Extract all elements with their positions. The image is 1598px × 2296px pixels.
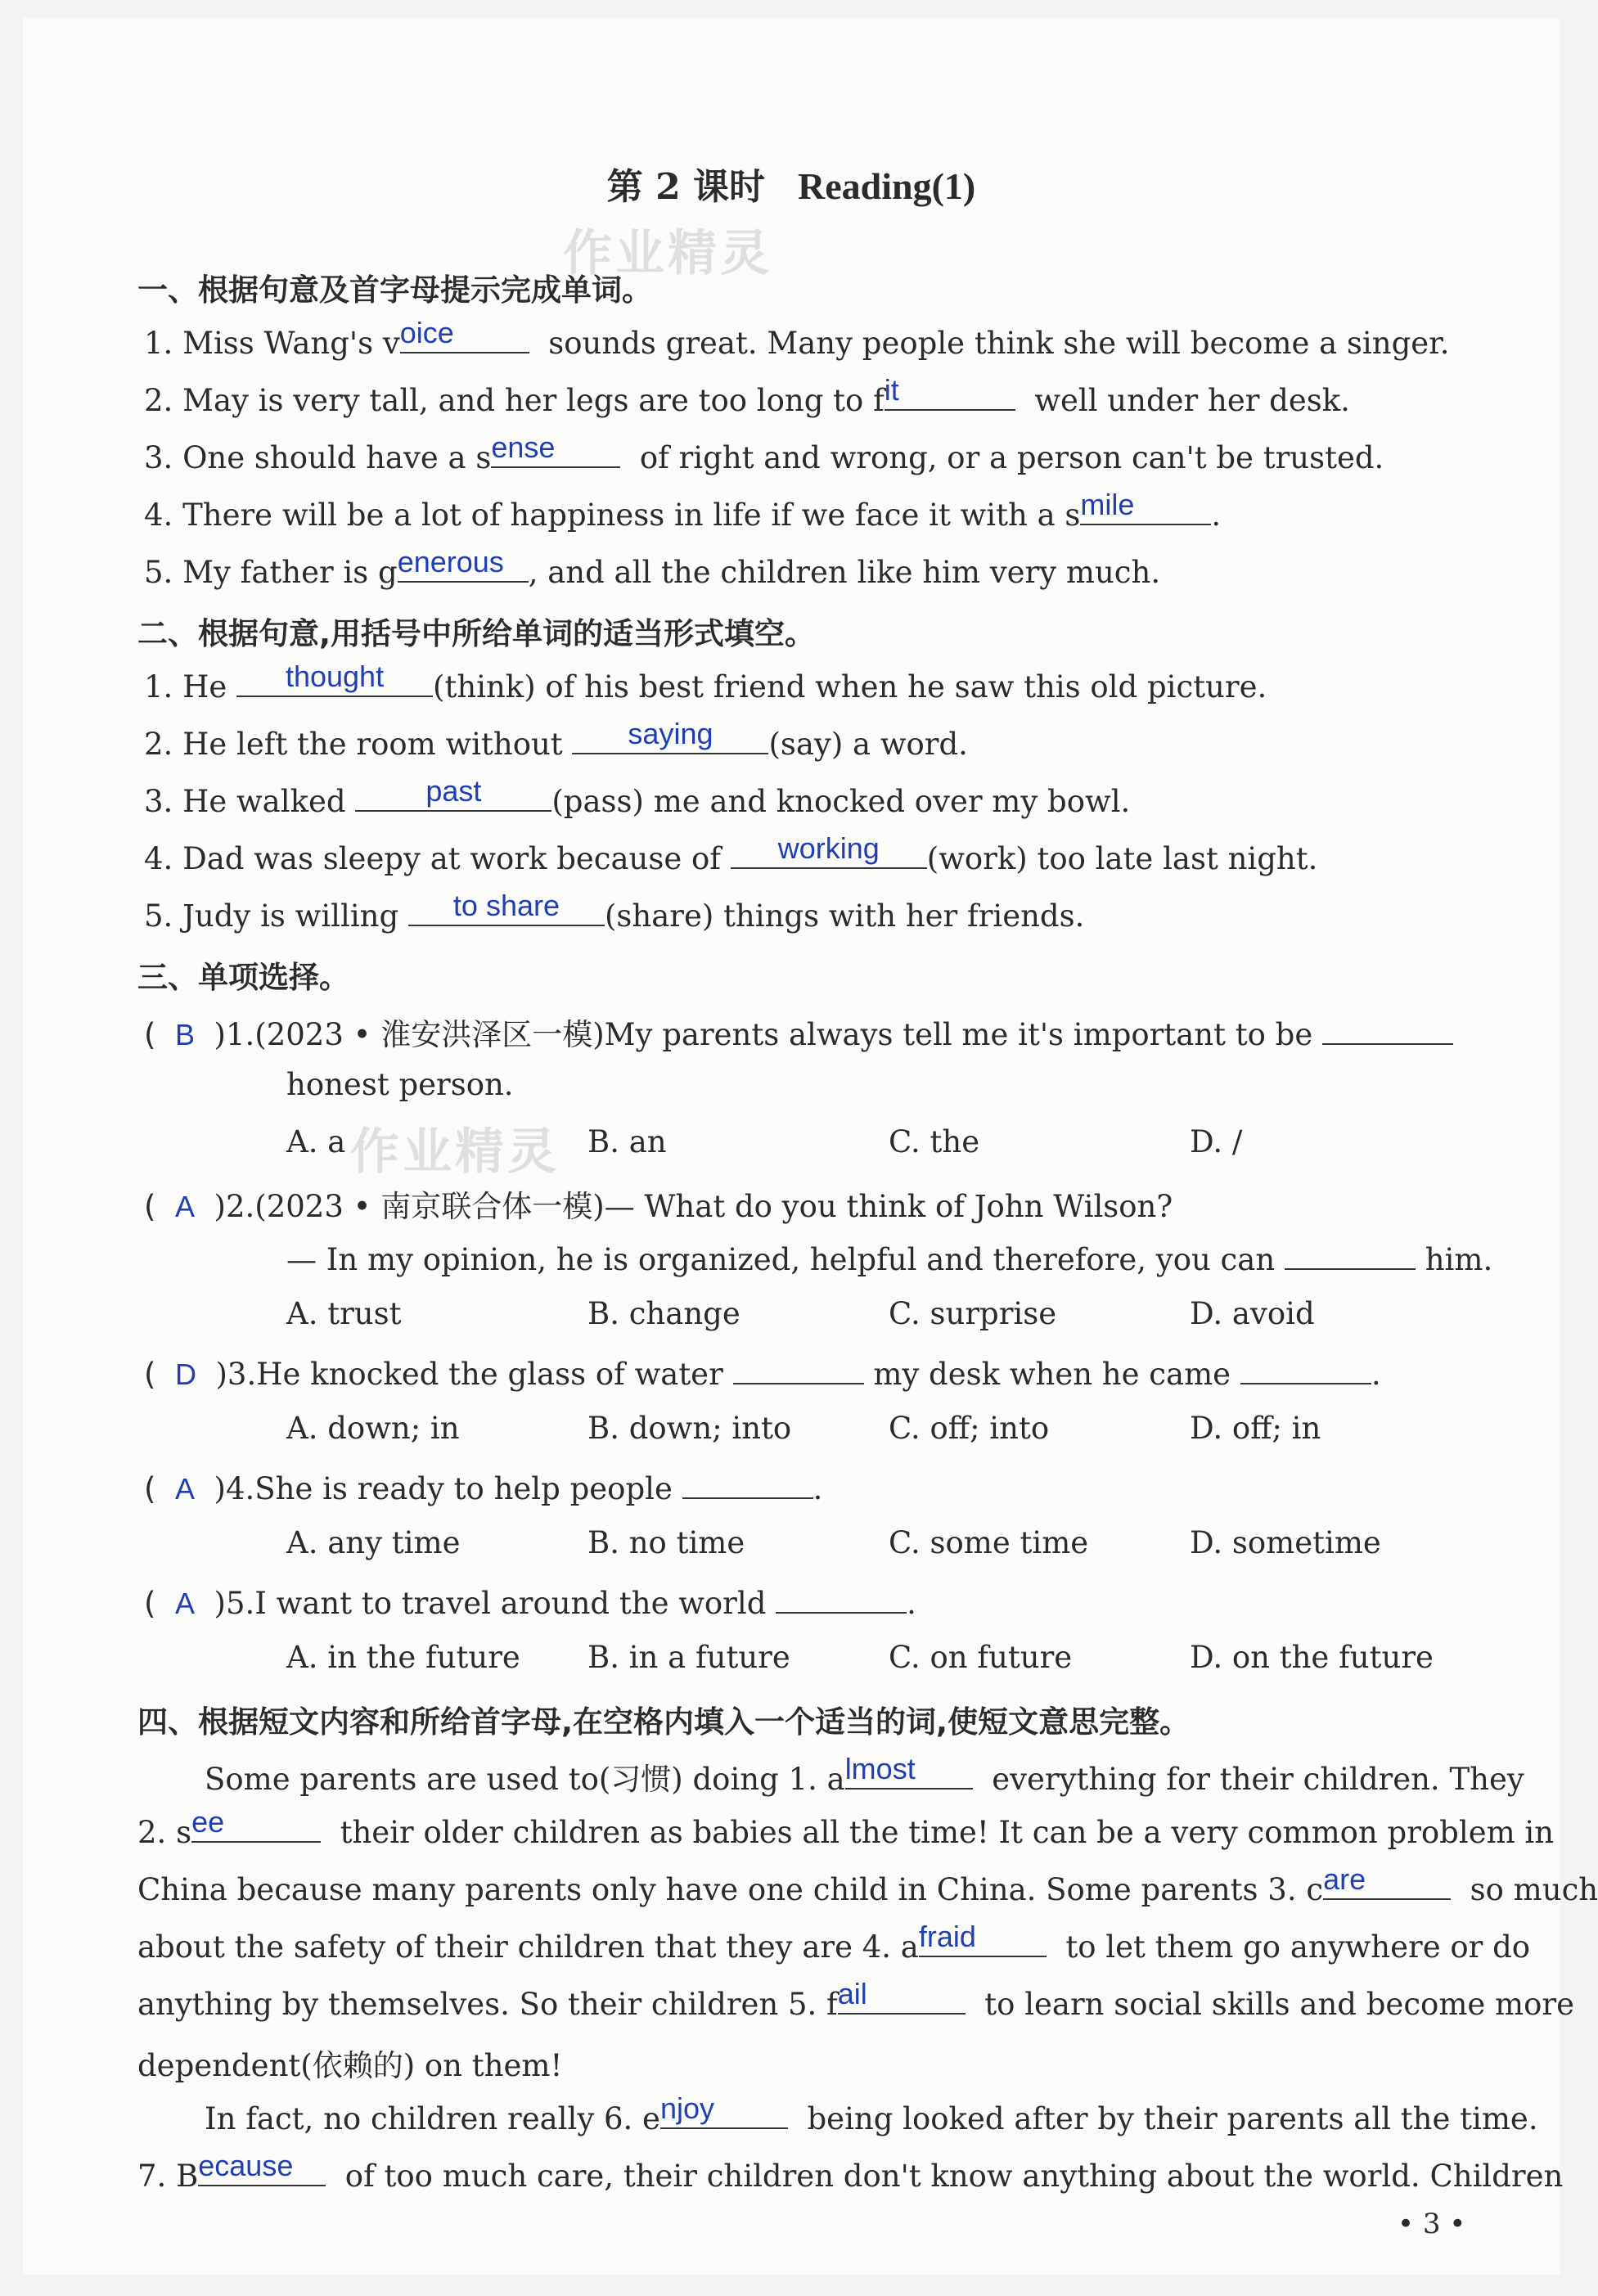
s4-line-1: Some parents are used to(习惯) doing 1. a lmost everything for their children. They (205, 1752, 1524, 1797)
s1-answer-5: enerous (397, 545, 504, 579)
s1-item-3: 3. One should have a s ense of right and wrong, or a person can't be trusted. (144, 430, 1384, 475)
s3-q5-option-a: A. in the future (286, 1640, 520, 1675)
s3-q5: ( A )5.I want to travel around the world . (144, 1582, 916, 1621)
s2-answer-4: working (777, 831, 880, 865)
s3-q1-option-b: B. an (587, 1124, 667, 1159)
s3-q1: ( B )1.(2023 • 淮安洪泽区一模)My parents always tell me it's important to be (144, 1010, 1453, 1054)
s3-answer-1: B (174, 1018, 195, 1051)
page-number: • 3 • (1398, 2208, 1466, 2240)
s3-q2-option-d: D. avoid (1190, 1296, 1315, 1331)
s4-line-3: China because many parents only have one child in China. Some parents 3. c are so much (137, 1862, 1598, 1907)
title-en: Reading(1) (798, 165, 976, 207)
s1-item-5: 5. My father is g enerous , and all the children like him very much. (144, 545, 1161, 590)
s3-q4-option-d: D. sometime (1190, 1525, 1381, 1560)
watermark: 作业精灵 (563, 225, 772, 282)
s2-item-1: 1. He thought (think) of his best friend when he saw this old picture. (144, 660, 1267, 705)
s4-line-6: dependent(依赖的) on them! (137, 2048, 563, 2083)
s1-answer-1: oice (399, 316, 454, 349)
s3-q5-option-c: C. on future (889, 1640, 1073, 1675)
s3-answer-2: A (174, 1190, 195, 1223)
s1-answer-2: it (884, 373, 899, 407)
s2-answer-5: to share (452, 889, 560, 922)
s4-answer-1: lmost (844, 1752, 916, 1785)
s2-item-5: 5. Judy is willing to share (share) things with her friends. (144, 889, 1085, 934)
s4-answer-4: fraid (918, 1920, 976, 1953)
s3-q4-option-a: A. any time (286, 1525, 461, 1560)
s2-item-3: 3. He walked past (pass) me and knocked over my bowl. (144, 774, 1131, 819)
section4-heading: 四、根据短文内容和所给首字母,在空格内填入一个适当的词,使短文意思完整。 (137, 1704, 1191, 1740)
s4-answer-6: njoy (659, 2091, 714, 2125)
s2-item-4: 4. Dad was sleepy at work because of working (work) too late last night. (144, 831, 1318, 876)
s2-answer-2: saying (628, 717, 713, 750)
s4-line-5: anything by themselves. So their children 5. f ail to learn social skills and become more (137, 1977, 1575, 2022)
s3-q2-line2: — In my opinion, he is organized, helpful and therefore, you can him. (286, 1239, 1492, 1277)
s2-answer-3: past (425, 774, 482, 808)
s4-answer-2: ee (191, 1805, 225, 1839)
s1-answer-4: mile (1080, 488, 1135, 521)
s3-q2: ( A )2.(2023 • 南京联合体一模)— What do you think of John Wilson? (144, 1189, 1173, 1224)
s1-item-4: 4. There will be a lot of happiness in life if we face it with a s mile . (144, 488, 1222, 533)
watermark-2: 作业精灵 (350, 1123, 560, 1181)
section2-heading: 二、根据句意,用括号中所给单词的适当形式填空。 (137, 616, 816, 651)
s4-line-2: 2. s ee their older children as babies all the time! It can be a very common problem in (137, 1805, 1555, 1850)
s3-q3: ( D )3.He knocked the glass of water my desk when he came . (144, 1353, 1381, 1392)
s3-q2-option-a: A. trust (286, 1296, 402, 1331)
s1-item-2: 2. May is very tall, and her legs are too long to f it well under her desk. (144, 373, 1350, 418)
s2-item-2: 2. He left the room without saying (say) a word. (144, 717, 968, 762)
title-cn: 第 2 课时 (606, 166, 766, 208)
s3-q1-line2: honest person. (286, 1067, 514, 1102)
s3-q1-option-c: C. the (889, 1124, 980, 1159)
s3-q4-option-b: B. no time (587, 1525, 745, 1560)
s3-answer-4: A (174, 1472, 195, 1506)
section1-heading: 一、根据句意及首字母提示完成单词。 (137, 272, 652, 308)
s1-item-1: 1. Miss Wang's v oice sounds great. Many people think she will become a singer. (144, 316, 1450, 361)
s3-q2-option-c: C. surprise (889, 1296, 1057, 1331)
s3-q3-option-d: D. off; in (1190, 1411, 1321, 1446)
s4-line-8: 7. B ecause of too much care, their children don't know anything about the world. Children (137, 2149, 1564, 2194)
s1-answer-3: ense (491, 430, 556, 464)
section3-heading: 三、单项选择。 (137, 960, 349, 995)
s3-q5-option-d: D. on the future (1190, 1640, 1434, 1675)
s3-q1-option-d: D. / (1190, 1124, 1243, 1159)
s4-answer-7: ecause (198, 2149, 294, 2182)
s3-q1-option-a: A. a (286, 1124, 346, 1159)
s4-line-7: In fact, no children really 6. e njoy being looked after by their parents all the time. (205, 2091, 1538, 2136)
s3-answer-5: A (174, 1587, 195, 1620)
s3-q3-option-c: C. off; into (889, 1411, 1050, 1446)
s3-q5-option-b: B. in a future (587, 1640, 790, 1675)
s4-line-4: about the safety of their children that they are 4. a fraid to let them go anywhere or do (137, 1920, 1531, 1965)
s3-q3-option-a: A. down; in (286, 1411, 460, 1446)
s3-q4: ( A )4.She is ready to help people . (144, 1468, 822, 1506)
s3-answer-3: D (174, 1357, 196, 1391)
s3-q3-option-b: B. down; into (587, 1411, 792, 1446)
s3-q2-option-b: B. change (587, 1296, 740, 1331)
page-title (23, 157, 1560, 209)
worksheet-page (23, 18, 1598, 2275)
s2-answer-1: thought (285, 660, 385, 693)
s3-q4-option-c: C. some time (889, 1525, 1089, 1560)
s4-answer-5: ail (837, 1977, 867, 2010)
s4-answer-3: are (1323, 1862, 1366, 1896)
